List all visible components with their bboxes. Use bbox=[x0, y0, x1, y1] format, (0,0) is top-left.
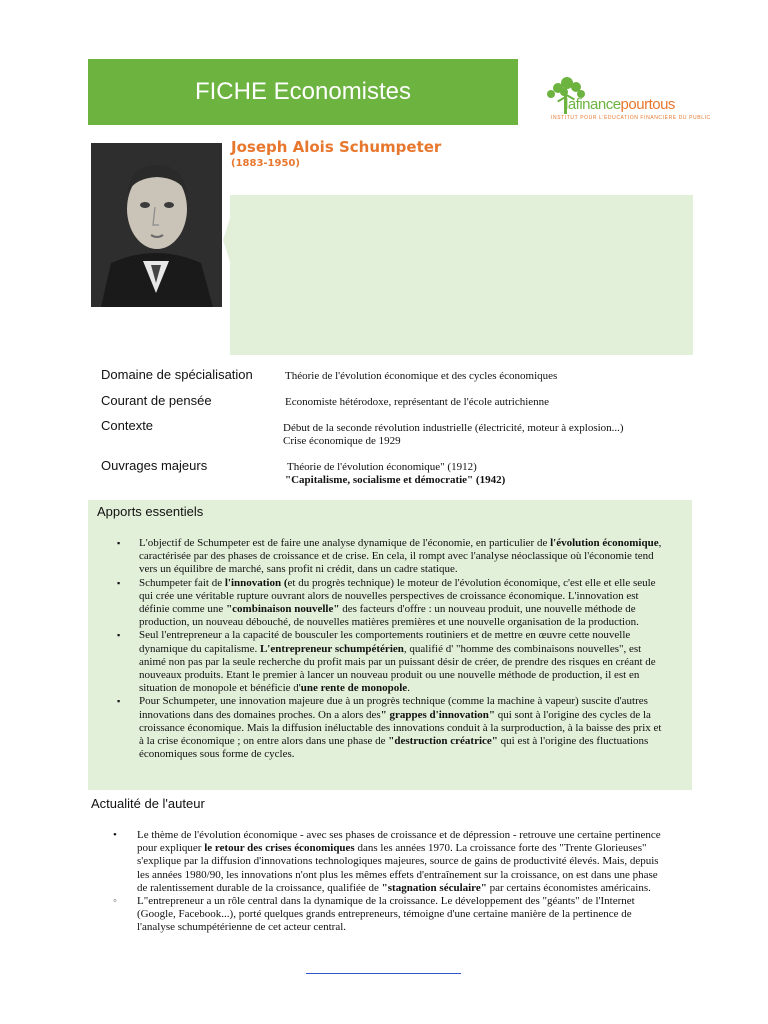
bullet-circle-icon: ◦ bbox=[113, 895, 117, 908]
bullet-square-icon: ▪ bbox=[117, 577, 121, 588]
bullet-square-icon: ▪ bbox=[117, 696, 121, 707]
domaine-label: Domaine de spécialisation bbox=[101, 367, 253, 382]
contexte-label: Contexte bbox=[101, 418, 154, 433]
courant-value: Economiste hétérodoxe, représentant de l'école autrichienne bbox=[285, 396, 550, 408]
bullet-square-icon: ▪ bbox=[117, 630, 121, 641]
quote-box bbox=[230, 195, 693, 355]
ouvrages-value: Théorie de l'évolution économique" (1912) "Capitalisme, socialisme et démocratie" (1942) bbox=[285, 461, 506, 486]
list-item: ▪ L'objectif de Schumpeter est de faire une analyse dynamique de l'économie, en particulier de l'évolution économique, caractérisée par des phases de croissance et de crise. En cela, il rompt avec l'analyse néoclassique où l'économie tend vers un équilibre de marché, sans profit ni crédit, dans un cadre statique. bbox=[117, 537, 662, 576]
list-item: • Le thème de l'évolution économique - avec ses phases de croissance et de dépression - retrouve une certaine pertinence pour expliquer le retour des crises économiques dans les années 1970. La croissance forte des "Trente Glorieuses" s'explique par la diffusion d'innovations technologiques majeures, source de gains de productivité élevés. Mais, depuis les années 1980/90, les innovations n'ont plus les mêmes effets d'entraînement sur la croissance, on est dans une phase de ralentissement durable de la croissance, qualifiée de "stagnation séculaire" par certains économistes américains. bbox=[113, 829, 661, 894]
bullet-square-icon: ▪ bbox=[117, 538, 121, 548]
list-item: ◦ L"entrepreneur a un rôle central dans la dynamique de la croissance. Le développement des "géants" de l'Internet (Google, Facebook...), porté quelques grands entrepreneurs, témoigne d'une certaine manière de la pertinence de l'analyse schumpétérienne de cet acteur central. bbox=[113, 895, 635, 934]
bullet-dot-icon: • bbox=[113, 829, 117, 841]
apports-list bbox=[117, 537, 669, 761]
economist-name: Joseph Alois Schumpeter bbox=[231, 138, 442, 156]
actualite-title: Actualité de l'auteur bbox=[91, 796, 205, 811]
domaine-value: Théorie de l'évolution économique et des cycles économiques bbox=[285, 370, 558, 382]
page-title: FICHE Economistes bbox=[194, 78, 412, 105]
list-item: ▪ Schumpeter fait de l'innovation (et du progrès technique) le moteur de l'évolution économique, c'est elle et elle seule qui crée une véritable rupture ouvrant alors de nouvelles perspectives de croissance économique. L'innovation est définie comme une "combinaison nouvelle" des facteurs d'offre : un nouveau produit, une nouvelle méthode de production, un nouveau débouché, de nouvelles matières premières et une nouvelle organisation de la production. bbox=[117, 576, 656, 629]
actualite-list bbox=[113, 829, 669, 935]
hyperlink-underline[interactable] bbox=[306, 973, 461, 974]
ouvrages-label: Ouvrages majeurs bbox=[101, 458, 208, 473]
courant-label: Courant de pensée bbox=[101, 393, 212, 408]
apports-title: Apports essentiels bbox=[97, 504, 204, 519]
logo-wordmark: lafinancepourtous bbox=[565, 96, 675, 113]
list-item: ▪ Seul l'entrepreneur a la capacité de bousculer les comportements routiniers et de mettre en œuvre cette nouvelle dynamique du capitalisme. L'entrepreneur schumpétérien, qualifié d' "homme des combinaisons nouvelles", est animé non pas par la seule recherche du profit mais par un puissant désir de créer, de prendre des risques en créant de nouveaux produits. Etant le premier à lancer un nouveau produit ou une nouvelle méthode de production, il est en situation de monopole et bénéficie d'une rente de monopole. bbox=[117, 629, 656, 695]
list-item: ▪ Pour Schumpeter, une innovation majeure due à un progrès technique (comme la machine à vapeur) suscite d'autres innovations dans des domaines proches. On a alors des" grappes d'innovation" qui sont à l'origine des cycles de la croissance économique. Mais la diffusion inéluctable des innovations conduit à la surproduction, à la baisse des prix et à la crise économique ; on entre alors dans une phase de "destruction créatrice" qui est à l'origine des fluctuations économiques sous forme de cycles. bbox=[117, 695, 662, 761]
portrait-photo bbox=[91, 143, 222, 307]
page-title-banner bbox=[88, 59, 518, 125]
logo-tagline: INSTITUT POUR L'ÉDUCATION FINANCIÈRE DU PUBLIC bbox=[551, 115, 711, 121]
economist-dates: (1883-1950) bbox=[231, 158, 300, 169]
contexte-value: Début de la seconde révolution industrielle (électricité, moteur à explosion...) Crise économique de 1929 bbox=[283, 422, 624, 447]
